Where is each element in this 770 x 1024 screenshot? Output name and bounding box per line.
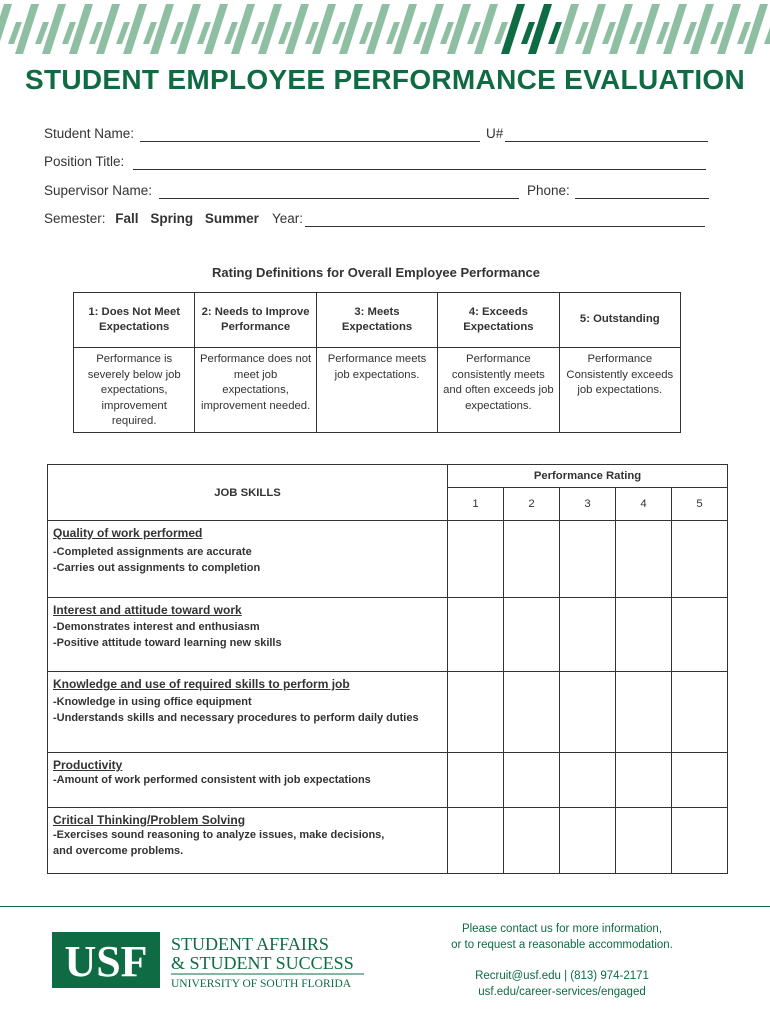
skill-bullet: -Positive attitude toward learning new skills <box>53 636 282 649</box>
rating-cell-2[interactable] <box>504 598 560 672</box>
supervisor-name-label: Supervisor Name: <box>44 183 153 198</box>
skill-bullet: -Knowledge in using office equipment <box>53 696 252 708</box>
table-row <box>48 598 728 672</box>
contact-url[interactable]: usf.edu/career-services/engaged <box>478 986 646 998</box>
table-row <box>48 753 728 808</box>
table-row <box>48 808 728 874</box>
skill-bullet: -Carries out assignments to completion <box>53 561 261 574</box>
contact-email-phone[interactable]: Recruit@usf.edu | (813) 974-2171 <box>475 970 649 982</box>
skill-cell <box>48 598 448 672</box>
skill-name: Critical Thinking/Problem Solving <box>53 813 246 827</box>
page-title: STUDENT EMPLOYEE PERFORMANCE EVALUATION <box>24 64 746 95</box>
rating-number: 2 <box>504 488 560 521</box>
position-title-row <box>44 154 124 174</box>
skill-name: Interest and attitude toward work <box>53 603 242 617</box>
position-title-label: Position Title: <box>44 154 125 169</box>
contact-info <box>440 921 684 1000</box>
phone-row <box>527 183 570 203</box>
semester-label: Semester: <box>44 211 106 226</box>
skill-bullet: -Exercises sound reasoning to analyze issues, make decisions, and overcome problems. <box>53 829 385 857</box>
rating-cell-2[interactable] <box>504 808 560 874</box>
semester-row <box>44 211 267 231</box>
rating-cell-3[interactable] <box>560 598 616 672</box>
definition-description: Performance is severely below job expectations, improvement required. <box>74 348 195 433</box>
u-number-row <box>486 126 503 146</box>
usf-logo-text: USF <box>64 937 148 986</box>
rating-number: 5 <box>672 488 728 521</box>
rating-cell-5[interactable] <box>672 808 728 874</box>
rating-definitions-table <box>73 292 681 433</box>
skill-cell <box>48 521 448 598</box>
skill-bullet: -Amount of work performed consistent with job expectations <box>53 774 371 786</box>
skill-bullet: -Completed assignments are accurate <box>53 546 252 558</box>
rating-cell-3[interactable] <box>560 521 616 598</box>
rating-cell-3[interactable] <box>560 808 616 874</box>
logo-line-1: STUDENT AFFAIRS <box>171 934 329 954</box>
semester-option-summer[interactable]: Summer <box>204 211 259 226</box>
skill-cell <box>48 753 448 808</box>
student-name-row <box>44 126 134 146</box>
footer-divider <box>0 906 770 907</box>
rating-cell-1[interactable] <box>448 521 504 598</box>
phone-label: Phone: <box>527 183 570 198</box>
rating-cell-2[interactable] <box>504 753 560 808</box>
rating-cell-1[interactable] <box>448 808 504 874</box>
rating-number: 3 <box>560 488 616 521</box>
skill-name: Quality of work performed <box>53 526 203 540</box>
performance-rating-header: Performance Rating <box>448 465 728 488</box>
skill-cell <box>48 672 448 753</box>
rating-cell-4[interactable] <box>616 672 672 753</box>
year-field[interactable] <box>305 226 705 227</box>
table-row <box>48 521 728 598</box>
semester-option-spring[interactable]: Spring <box>150 211 194 226</box>
definition-description: Performance Consistently exceeds job expectations. <box>559 348 680 433</box>
rating-cell-3[interactable] <box>560 672 616 753</box>
rating-definitions-title: Rating Definitions for Overall Employee Performance <box>212 265 540 280</box>
rating-cell-5[interactable] <box>672 753 728 808</box>
student-name-field[interactable] <box>140 141 480 142</box>
contact-line-1: Please contact us for more information, <box>461 923 663 935</box>
definition-description: Performance does not meet job expectations, improvement needed. <box>195 348 316 433</box>
skill-bullet: -Demonstrates interest and enthusiasm <box>53 621 260 633</box>
definition-description: Performance meets job expectations. <box>316 348 437 433</box>
definition-header: 3: Meets Expectations <box>316 293 437 348</box>
usf-logo <box>52 932 372 990</box>
rating-cell-5[interactable] <box>672 598 728 672</box>
rating-cell-4[interactable] <box>616 598 672 672</box>
job-skills-table <box>47 464 728 874</box>
rating-cell-3[interactable] <box>560 753 616 808</box>
diagonal-stripe-pattern-icon <box>0 0 770 58</box>
supervisor-name-field[interactable] <box>159 198 519 199</box>
skill-bullet: -Understands skills and necessary procedures to perform daily duties <box>53 711 419 724</box>
definition-header: 1: Does Not Meet Expectations <box>74 293 195 348</box>
logo-line-3: UNIVERSITY OF SOUTH FLORIDA <box>171 978 352 990</box>
rating-cell-4[interactable] <box>616 521 672 598</box>
rating-number: 1 <box>448 488 504 521</box>
year-row <box>272 211 303 231</box>
rating-cell-2[interactable] <box>504 521 560 598</box>
job-skills-header: JOB SKILLS <box>48 465 448 521</box>
definition-header: 5: Outstanding <box>559 293 680 348</box>
rating-number: 4 <box>616 488 672 521</box>
contact-line-2: or to request a reasonable accommodation. <box>451 939 673 951</box>
rating-cell-5[interactable] <box>672 521 728 598</box>
rating-cell-5[interactable] <box>672 672 728 753</box>
u-number-field[interactable] <box>505 141 708 142</box>
definition-header: 2: Needs to Improve Performance <box>195 293 316 348</box>
skill-cell <box>48 808 448 874</box>
rating-cell-1[interactable] <box>448 598 504 672</box>
semester-option-fall[interactable]: Fall <box>115 211 139 226</box>
skill-name: Productivity <box>53 758 123 772</box>
student-name-label: Student Name: <box>44 126 135 141</box>
year-label: Year: <box>272 211 304 226</box>
table-row <box>48 672 728 753</box>
u-number-label: U# <box>486 126 504 141</box>
stripe-mark <box>0 4 12 54</box>
rating-cell-4[interactable] <box>616 808 672 874</box>
rating-cell-1[interactable] <box>448 672 504 753</box>
definition-header: 4: Exceeds Expectations <box>438 293 559 348</box>
skill-name: Knowledge and use of required skills to perform job <box>53 677 350 691</box>
supervisor-row <box>44 183 152 203</box>
definition-description: Performance consistently meets and often exceeds job expectations. <box>438 348 559 433</box>
stripe-mark <box>764 22 770 44</box>
rating-cell-2[interactable] <box>504 672 560 753</box>
logo-line-2: & STUDENT SUCCESS <box>171 953 354 973</box>
phone-field[interactable] <box>575 198 709 199</box>
rating-cell-1[interactable] <box>448 753 504 808</box>
position-title-field[interactable] <box>133 169 706 170</box>
rating-cell-4[interactable] <box>616 753 672 808</box>
